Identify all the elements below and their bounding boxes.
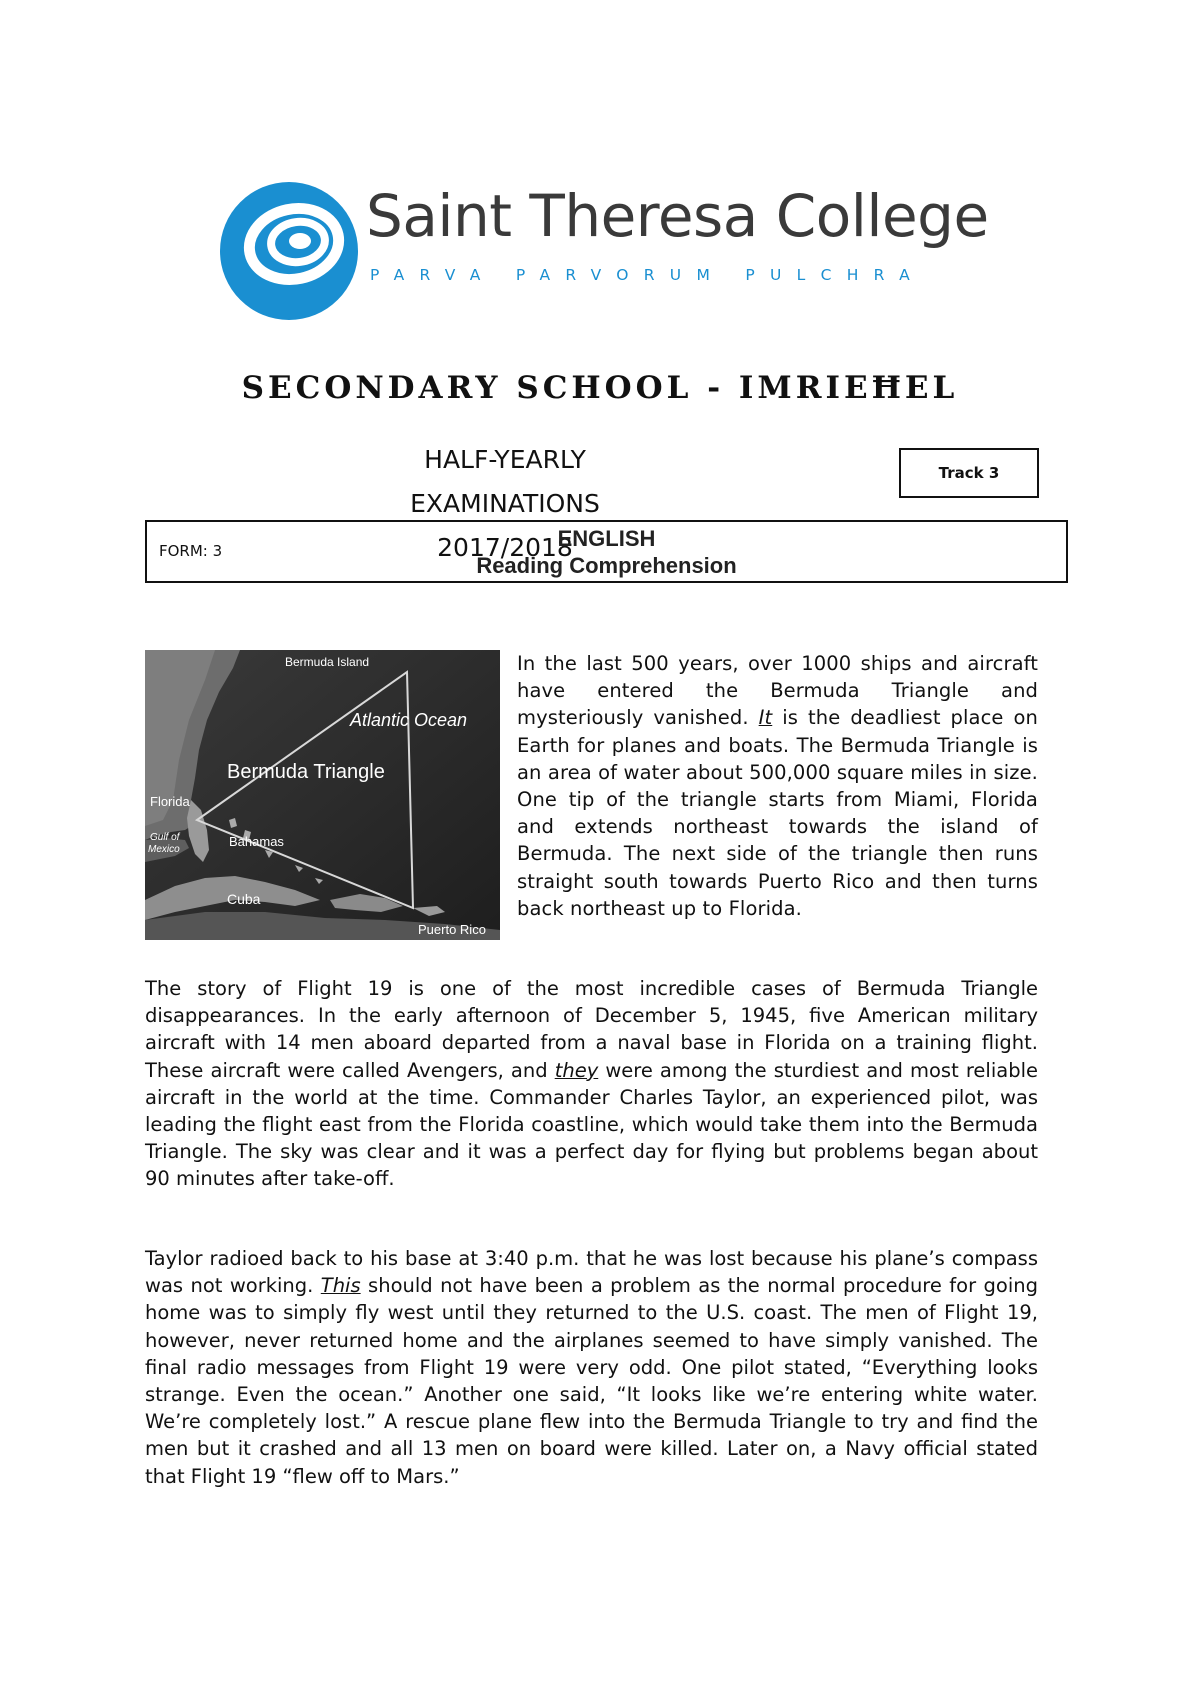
map-label-gulf-line2: Mexico xyxy=(148,844,180,855)
passage-paragraph-1: In the last 500 years, over 1000 ships and aircraft have entered the Bermuda Triangle and mysteriously vanished. It is the deadliest place on Earth for planes and boats. The Bermuda Triangle is an area of water about 500,000 square miles in size. One tip of the triangle starts from Miami, Florida and extends northeast towards the island of Bermuda. The next side of the triangle then runs straight south towards Puerto Rico and then turns back northeast up to Florida. xyxy=(517,652,1039,920)
college-name: Saint Theresa College xyxy=(366,182,989,250)
subject: ENGLISH xyxy=(557,526,656,551)
referent-it: It xyxy=(758,706,773,730)
passage-paragraph-2: The story of Flight 19 is one of the most incredible cases of Bermuda Triangle disappearances. In the early afternoon of December 5, 1945, five American military aircraft with 14 men aboard departed from a naval base in Florida on a training flight. These aircraft were called Avengers, and they were among the sturdiest and most reliable aircraft in the world at the time. Commander Charles Taylor, an experienced pilot, was leading the flight east from the Florida coastline, which would take them into the Bermuda Triangle. The sky was clear and it was a perfect day for flying but problems began about 90 minutes after take-off. xyxy=(145,977,1038,1191)
track-box xyxy=(899,448,1039,498)
map-label-puerto-rico: Puerto Rico xyxy=(418,922,486,937)
college-motto: PARVA PARVORUM PULCHRA xyxy=(370,266,925,284)
college-emblem-icon xyxy=(218,180,360,322)
form-label: FORM: 3 xyxy=(159,542,223,560)
college-logo xyxy=(218,180,989,330)
paper-name: Reading Comprehension xyxy=(476,553,737,578)
exam-year: 2017/2018 xyxy=(437,533,573,562)
school-heading: SECONDARY SCHOOL - IMRIEĦEL xyxy=(241,370,959,406)
referent-this: This xyxy=(320,1274,361,1298)
track-label: Track 3 xyxy=(938,464,1000,482)
bermuda-triangle-map xyxy=(145,650,500,940)
map-label-cuba: Cuba xyxy=(227,891,261,907)
map-label-atlantic-ocean: Atlantic Ocean xyxy=(350,710,468,730)
referent-they: they xyxy=(554,1058,599,1082)
passage-paragraph-3: Taylor radioed back to his base at 3:40 p.m. that he was lost because his plane’s compass was not working. This should not have been a problem as the normal procedure for going home was to simply fly west until they returned to the U.S. coast. The men of Flight 19, however, never returned home and the airplanes seemed to have simply vanished. The final radio messages from Flight 19 were very odd. One pilot stated, “Everything looks strange. Even the ocean.” Another one said, “It looks like we’re entering white water. We’re completely lost.” A rescue plane flew into the Bermuda Triangle to try and find the men but it crashed and all 13 men on board were killed. Later on, a Navy official stated that Flight 19 “flew off to Mars.” xyxy=(145,1247,1038,1488)
map-label-gulf-line1: Gulf of xyxy=(150,832,180,843)
map-label-bahamas: Bahamas xyxy=(229,834,284,849)
subject-box xyxy=(145,520,1068,583)
map-graphic xyxy=(145,650,500,940)
subject-title xyxy=(147,525,1066,579)
map-label-florida: Florida xyxy=(150,794,190,809)
map-label-bermuda-triangle: Bermuda Triangle xyxy=(227,761,385,783)
exam-title: HALF-YEARLY EXAMINATIONS xyxy=(410,445,600,518)
map-label-bermuda-island: Bermuda Island xyxy=(285,655,370,669)
